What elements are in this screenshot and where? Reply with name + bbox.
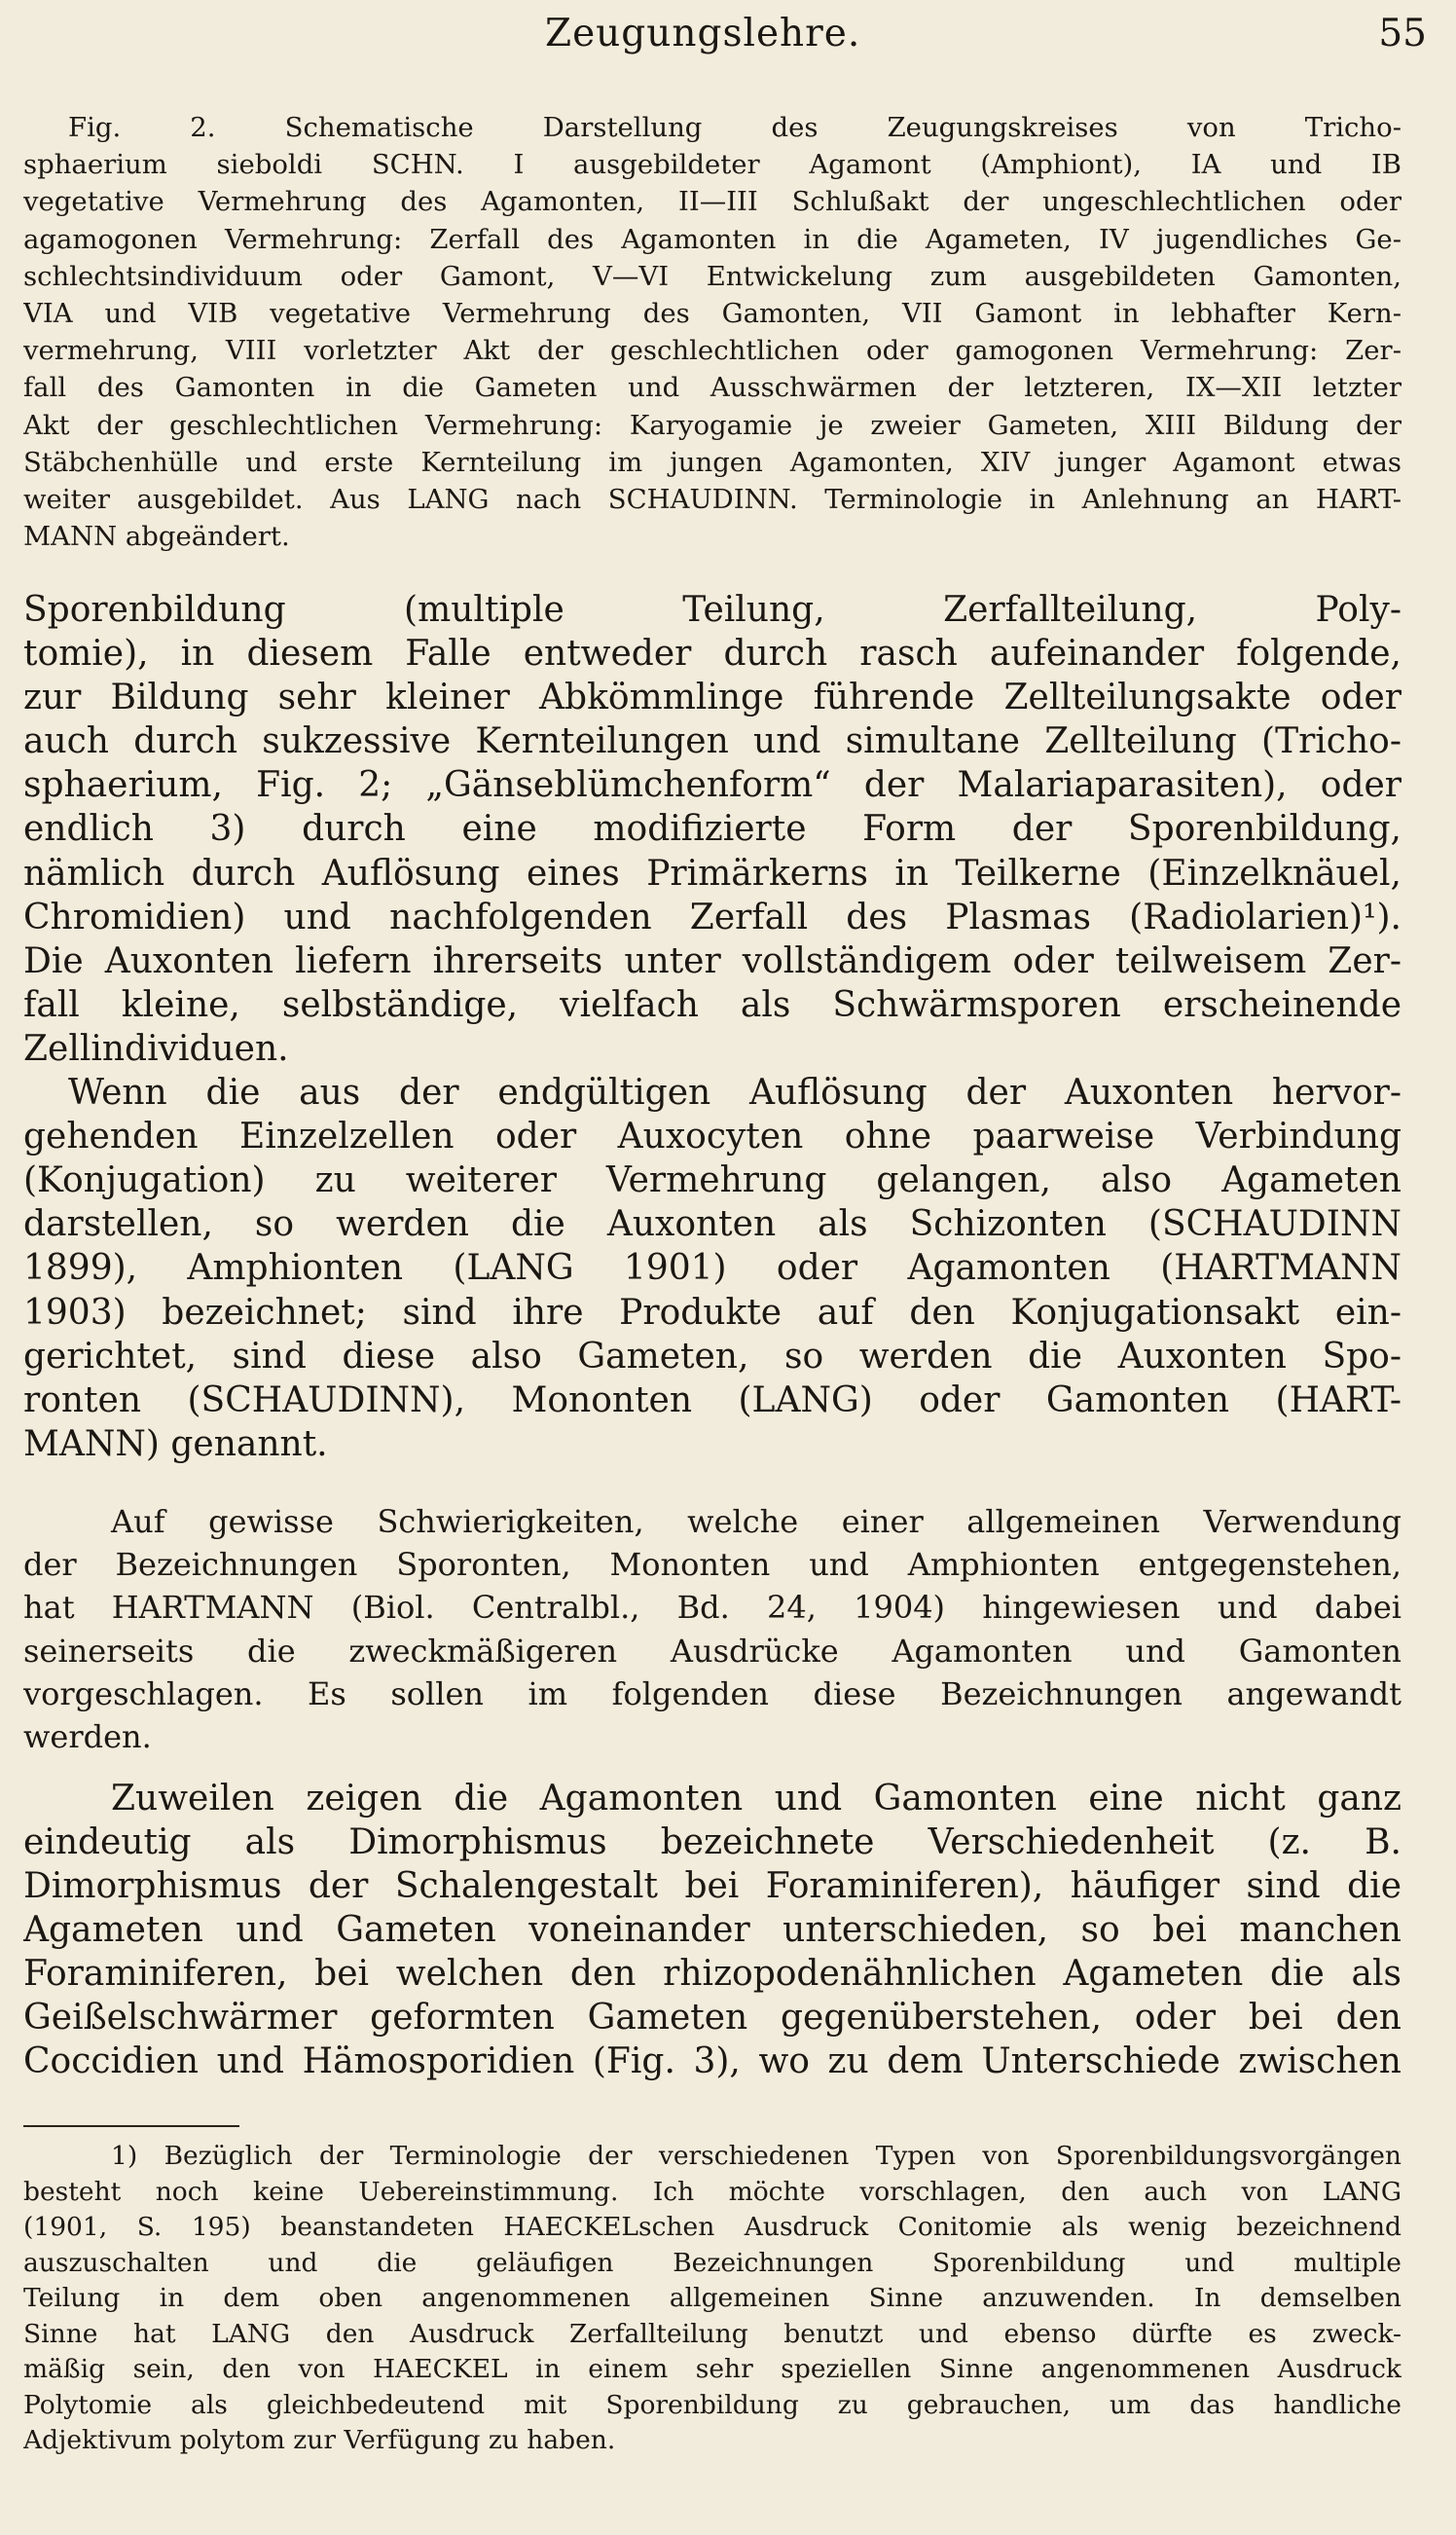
body-line: ronten (SCHAUDINN), Mononten (LANG) oder Gamonten (HART- (23, 1379, 1401, 1420)
body-line: (Konjugation) zu weiterer Vermehrung gelangen, also Agameten (23, 1160, 1401, 1201)
body-line: 1899), Amphionten (LANG 1901) oder Agamonten (HARTMANN (23, 1248, 1401, 1289)
body-line: auch durch sukzessive Kernteilungen und simultane Zellteilung (Tricho- (23, 721, 1401, 762)
body-line: Zuweilen zeigen die Agamonten und Gamonten eine nicht ganz (111, 1779, 1401, 1819)
body-line: nämlich durch Auflösung eines Primärkerns in Teilkerne (Einzelknäuel, (23, 853, 1401, 894)
body-line: vorgeschlagen. Es sollen im folgenden diese Bezeichnungen angewandt (23, 1674, 1401, 1712)
body-line: seinerseits die zweckmäßigeren Ausdrücke Agamonten und Gamonten (23, 1632, 1401, 1670)
footnote-line: besteht noch keine Uebereinstimmung. Ich möchte vorschlagen, den auch von LANG (23, 2176, 1401, 2207)
caption-line: fall des Gamonten in die Gameten und Ausschwärmen der letzteren, IX—XII letzter (23, 372, 1401, 404)
body-line: gerichtet, sind diese also Gameten, so werden die Auxonten Spo- (23, 1336, 1401, 1377)
footnote-line: Teilung in dem oben angenommenen allgemeinen Sinne anzuwenden. In demselben (23, 2283, 1401, 2313)
footnote-line: Adjektivum polytom zur Verfügung zu haben. (23, 2425, 616, 2455)
body-line: Die Auxonten liefern ihrerseits unter vollständigem oder teilweisem Zer- (23, 940, 1401, 981)
body-line: gehenden Einzelzellen oder Auxocyten ohne paarweise Verbindung (23, 1117, 1401, 1157)
caption-line: vermehrung, VIII vorletzter Akt der geschlechtlichen oder gamogonen Vermehrung: Zer- (23, 335, 1401, 367)
body-line: werden. (23, 1717, 152, 1755)
body-line: fall kleine, selbständige, vielfach als Schwärmsporen erscheinende (23, 984, 1401, 1025)
body-line: Sporenbildung (multiple Teilung, Zerfallteilung, Poly- (23, 590, 1401, 630)
caption-line: Akt der geschlechtlichen Vermehrung: Karyogamie je zweier Gameten, XIII Bildung der (23, 409, 1401, 441)
body-line: Foraminiferen, bei welchen den rhizopodenähnlichen Agameten die als (23, 1954, 1401, 1994)
body-line: Chromidien) und nachfolgenden Zerfall des Plasmas (Radiolarien)¹). (23, 897, 1401, 937)
body-line: zur Bildung sehr kleiner Abkömmlinge führende Zellteilungsakte oder (23, 678, 1401, 718)
body-paragraph-2 (23, 1500, 1401, 1758)
footnote-line: mäßig sein, den von HAECKEL in einem sehr speziellen Sinne angenommenen Ausdruck (23, 2354, 1401, 2384)
body-line: Dimorphismus der Schalengestalt bei Foraminiferen), häufiger sind die (23, 1866, 1401, 1906)
body-line: Geißelschwärmer geformten Gameten gegenüberstehen, oder bei den (23, 1998, 1401, 2038)
body-line: Agameten und Gameten voneinander unterschieden, so bei manchen (23, 1910, 1401, 1950)
body-line: tomie), in diesem Falle entweder durch rasch aufeinander folgende, (23, 634, 1401, 675)
body-paragraph-1 (23, 588, 1401, 1466)
footnote-line: 1) Bezüglich der Terminologie der verschiedenen Typen von Sporenbildungsvorgängen (111, 2141, 1401, 2171)
body-line: 1903) bezeichnet; sind ihre Produkte auf den Konjugationsakt ein- (23, 1292, 1401, 1333)
body-line: Coccidien und Hämosporidien (Fig. 3), wo zu dem Unterschiede zwischen (23, 2041, 1401, 2081)
body-line: hat HARTMANN (Biol. Centralbl., Bd. 24, 1904) hingewiesen und dabei (23, 1589, 1401, 1627)
body-line: sphaerium, Fig. 2; „Gänseblümchenform“ der Malariaparasiten), oder (23, 765, 1401, 806)
footnote-line: (1901, S. 195) beanstandeten HAECKELschen Ausdruck Conitomie als wenig bezeichnend (23, 2212, 1401, 2242)
body-line: endlich 3) durch eine modifizierte Form der Sporenbildung, (23, 809, 1401, 850)
caption-line: agamogonen Vermehrung: Zerfall des Agamonten in die Agameten, IV jugendliches Ge- (23, 223, 1401, 255)
footnote (23, 2139, 1401, 2459)
body-line: Zellindividuen. (23, 1028, 289, 1069)
caption-line: VIA und VIB vegetative Vermehrung des Gamonten, VII Gamont in lebhafter Kern- (23, 297, 1401, 329)
body-line: MANN) genannt. (23, 1423, 328, 1464)
running-head (0, 12, 1456, 70)
caption-line: sphaerium sieboldi SCHN. I ausgebildeter Agamont (Amphiont), IA und IB (23, 149, 1401, 181)
caption-line: weiter ausgebildet. Aus LANG nach SCHAUDINN. Terminologie in Anlehnung an HART- (23, 483, 1401, 515)
caption-line: Fig. 2. Schematische Darstellung des Zeugungskreises von Tricho- (68, 112, 1401, 143)
caption-line: schlechtsindividuum oder Gamont, V—VI Entwickelung zum ausgebildeten Gamonten, (23, 260, 1401, 292)
body-line: Auf gewisse Schwierigkeiten, welche einer allgemeinen Verwendung (111, 1503, 1401, 1540)
body-line: Wenn die aus der endgültigen Auflösung der Auxonten hervor- (68, 1073, 1401, 1114)
caption-line: vegetative Vermehrung des Agamonten, II—III Schlußakt der ungeschlechtlichen oder (23, 186, 1401, 218)
body-line: darstellen, so werden die Auxonten als Schizonten (SCHAUDINN (23, 1204, 1401, 1245)
figure-caption (23, 109, 1401, 555)
caption-line: MANN abgeändert. (23, 521, 290, 553)
footnote-divider (23, 2125, 239, 2127)
footnote-line: auszuschalten und die geläufigen Bezeichnungen Sporenbildung und multiple (23, 2247, 1401, 2278)
body-line: eindeutig als Dimorphismus bezeichnete Verschiedenheit (z. B. (23, 1822, 1401, 1862)
running-title: Zeugungslehre. (545, 12, 861, 55)
page-number: 55 (1378, 12, 1427, 55)
body-paragraph-3 (23, 1777, 1401, 2083)
footnote-line: Polytomie als gleichbedeutend mit Sporenbildung zu gebrauchen, um das handliche (23, 2389, 1401, 2420)
footnote-line: Sinne hat LANG den Ausdruck Zerfallteilung benutzt und ebenso dürfte es zweck- (23, 2318, 1401, 2349)
caption-line: Stäbchenhülle und erste Kernteilung im jungen Agamonten, XIV junger Agamont etwas (23, 446, 1401, 478)
body-line: der Bezeichnungen Sporonten, Mononten und Amphionten entgegenstehen, (23, 1546, 1401, 1584)
